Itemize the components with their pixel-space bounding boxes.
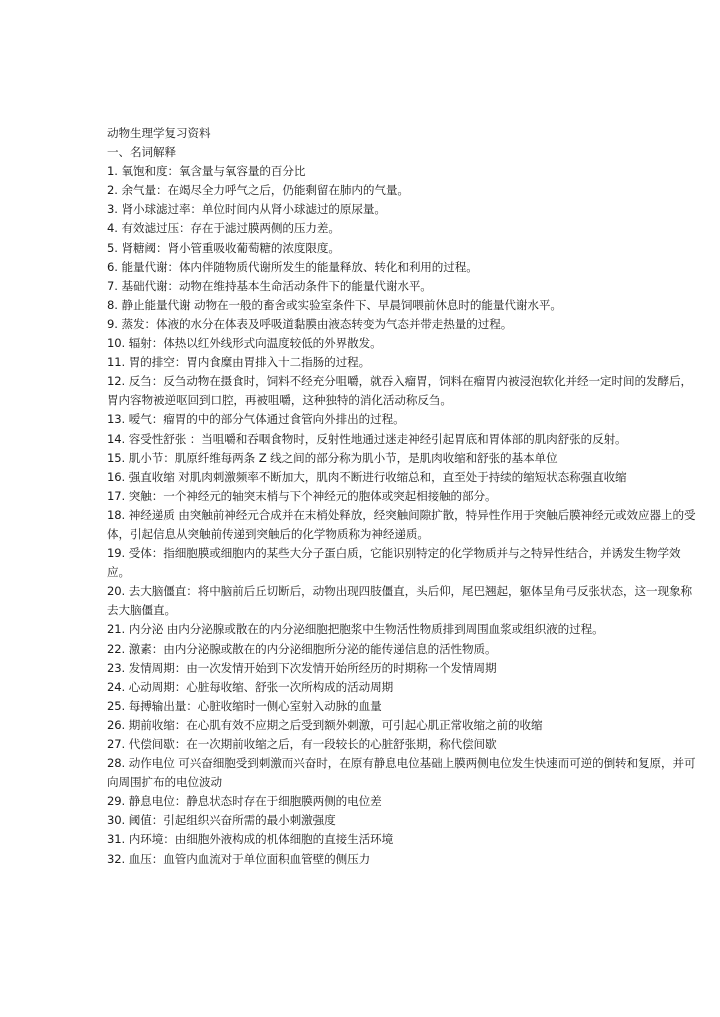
term-item bbox=[107, 219, 703, 238]
term-text: 反刍：反刍动物在摄食时，饲料不经充分咀嚼，就吞入瘤胃，饲料在瘤胃内被浸泡软化并经一定时间的发酵后，胃内容物被逆呕回到口腔，再被咀嚼，这种独特的消化活动称反刍。 bbox=[107, 374, 692, 408]
term-number: 32. bbox=[107, 851, 126, 866]
term-item bbox=[107, 162, 703, 181]
term-text: 氧饱和度：氧含量与氧容量的百分比 bbox=[121, 164, 306, 179]
term-text: 血压：血管内血流对于单位面积血管壁的侧压力 bbox=[128, 851, 371, 866]
term-item bbox=[107, 506, 703, 544]
term-text: 静止能量代谢 动物在一般的畜舍或实验室条件下、早晨饲喂前休息时的能量代谢水平。 bbox=[121, 297, 562, 312]
document-title: 动物生理学复习资料 bbox=[107, 126, 211, 140]
term-text: 有效滤过压：存在于滤过膜两侧的压力差。 bbox=[121, 221, 340, 236]
term-number: 22. bbox=[107, 641, 126, 656]
term-text: 阈值：引起组织兴奋所需的最小刺激强度 bbox=[128, 813, 336, 828]
document-page bbox=[107, 124, 703, 869]
term-item bbox=[107, 296, 703, 315]
term-list bbox=[107, 162, 703, 868]
term-number: 31. bbox=[107, 832, 126, 847]
term-item bbox=[107, 678, 703, 697]
term-text: 神经递质 由突触前神经元合成并在末梢处释放，经突触间隙扩散，特异性作用于突触后膜神经元或效应器上的受体，引起信息从突触前传递到突触后的化学物质称为神经递质。 bbox=[107, 507, 696, 541]
term-number: 6. bbox=[107, 259, 118, 274]
term-text: 激素：由内分泌腺或散在的内分泌细胞所分泌的能传递信息的活性物质。 bbox=[128, 641, 497, 656]
term-number: 21. bbox=[107, 622, 126, 637]
term-item bbox=[107, 410, 703, 429]
term-number: 27. bbox=[107, 737, 126, 751]
term-number: 30. bbox=[107, 813, 126, 828]
term-text: 静息电位：静息状态时存在于细胞膜两侧的电位差 bbox=[128, 794, 382, 809]
term-text: 内分泌 由内分泌腺或散在的内分泌细胞把胞浆中生物活性物质排到周围血浆或组织液的过程。 bbox=[128, 622, 604, 637]
term-number: 11. bbox=[107, 355, 126, 370]
term-text: 胃的排空：胃内食糜由胃排入十二指肠的过程。 bbox=[128, 355, 371, 370]
term-item bbox=[107, 830, 703, 849]
term-item bbox=[107, 582, 703, 620]
term-text: 辐射：体热以红外线形式向温度较低的外界散发。 bbox=[128, 336, 382, 351]
term-text: 肾小球滤过率：单位时间内从肾小球滤过的原尿量。 bbox=[121, 202, 386, 217]
term-number: 3. bbox=[107, 202, 118, 217]
term-item bbox=[107, 181, 703, 200]
term-text: 能量代谢：体内伴随物质代谢所发生的能量释放、转化和利用的过程。 bbox=[121, 259, 478, 274]
term-number: 14. bbox=[107, 431, 126, 446]
term-number: 20. bbox=[107, 584, 126, 599]
term-text: 发情周期：由一次发情开始到下次发情开始所经历的时期称一个发情周期 bbox=[128, 660, 497, 675]
term-number: 16. bbox=[107, 469, 126, 484]
term-item bbox=[107, 659, 703, 678]
term-text: 强直收缩 对肌肉刺激频率不断加大，肌肉不断进行收缩总和，直至处于持续的缩短状态称强直收缩 bbox=[128, 469, 627, 484]
section-heading: 一、名词解释 bbox=[107, 145, 176, 160]
term-item bbox=[107, 735, 703, 754]
term-item bbox=[107, 277, 703, 296]
term-item bbox=[107, 640, 703, 659]
term-number: 25. bbox=[107, 698, 126, 713]
term-item bbox=[107, 334, 703, 353]
term-number: 26. bbox=[107, 717, 126, 732]
term-text: 肾糖阈：肾小管重吸收葡萄糖的浓度限度。 bbox=[121, 240, 340, 255]
term-number: 2. bbox=[107, 183, 118, 198]
term-item bbox=[107, 372, 703, 410]
term-text: 期前收缩：在心肌有效不应期之后受到额外刺激，可引起心肌正常收缩之前的收缩 bbox=[128, 717, 543, 732]
term-item bbox=[107, 697, 703, 716]
term-number: 5. bbox=[107, 240, 118, 255]
term-number: 17. bbox=[107, 488, 126, 503]
term-number: 4. bbox=[107, 221, 118, 236]
term-text: 基础代谢：动物在维持基本生命活动条件下的能量代谢水平。 bbox=[121, 278, 432, 293]
term-item bbox=[107, 754, 703, 792]
term-text: 内环境：由细胞外液构成的机体细胞的直接生活环境 bbox=[128, 832, 394, 847]
term-item bbox=[107, 850, 703, 869]
term-text: 每搏输出量：心脏收缩时一侧心室射入动脉的血量 bbox=[128, 698, 382, 713]
term-text: 容受性舒张 ：当咀嚼和吞咽食物时，反射性地通过迷走神经引起胃底和胃体部的肌肉舒张的反射。 bbox=[128, 431, 627, 446]
term-number: 23. bbox=[107, 660, 126, 675]
term-text: 肌小节：肌原纤维每两条 Z 线之间的部分称为肌小节，是肌肉收缩和舒张的基本单位 bbox=[128, 450, 558, 465]
term-number: 1. bbox=[107, 164, 118, 179]
term-item bbox=[107, 620, 703, 639]
term-number: 10. bbox=[107, 336, 126, 351]
term-item bbox=[107, 811, 703, 830]
term-item bbox=[107, 315, 703, 334]
term-item bbox=[107, 200, 703, 219]
term-text: 突触：一个神经元的轴突末梢与下个神经元的胞体或突起相接触的部分。 bbox=[128, 488, 497, 503]
term-text: 余气量：在竭尽全力呼气之后，仍能剩留在肺内的气量。 bbox=[121, 183, 409, 198]
term-item bbox=[107, 353, 703, 372]
term-number: 9. bbox=[107, 316, 118, 331]
term-number: 19. bbox=[107, 546, 126, 561]
term-number: 24. bbox=[107, 679, 126, 694]
term-item bbox=[107, 449, 703, 468]
term-number: 12. bbox=[107, 374, 126, 389]
term-text: 心动周期：心脏每收缩、舒张一次所构成的活动周期 bbox=[128, 679, 394, 694]
term-number: 28. bbox=[107, 756, 126, 771]
term-text: 代偿间歇：在一次期前收缩之后，有一段较长的心脏舒张期，称代偿间歇 bbox=[128, 737, 497, 751]
term-item bbox=[107, 716, 703, 735]
term-number: 7. bbox=[107, 278, 118, 293]
term-item bbox=[107, 487, 703, 506]
term-number: 8. bbox=[107, 297, 118, 312]
term-item bbox=[107, 792, 703, 811]
term-item bbox=[107, 544, 703, 582]
term-item bbox=[107, 258, 703, 277]
term-number: 13. bbox=[107, 412, 126, 427]
term-number: 18. bbox=[107, 507, 126, 522]
term-number: 15. bbox=[107, 450, 126, 465]
term-number: 29. bbox=[107, 794, 126, 809]
term-item bbox=[107, 239, 703, 258]
term-text: 受体：指细胞膜或细胞内的某些大分子蛋白质，它能识别特定的化学物质并与之特异性结合，并诱发生物学效应。 bbox=[107, 546, 681, 580]
term-item bbox=[107, 430, 703, 449]
term-text: 嗳气：瘤胃的中的部分气体通过食管向外排出的过程。 bbox=[128, 412, 405, 427]
term-item bbox=[107, 468, 703, 487]
term-text: 动作电位 可兴奋细胞受到刺激而兴奋时，在原有静息电位基础上膜两侧电位发生快速而可逆的倒转和复原，并可向周围扩布的电位波动 bbox=[107, 756, 696, 790]
term-text: 去大脑僵直：将中脑前后丘切断后，动物出现四肢僵直，头后仰，尾巴翘起，躯体呈角弓反张状态，这一现象称去大脑僵直。 bbox=[107, 584, 692, 618]
term-text: 蒸发：体液的水分在体表及呼吸道黏膜由液态转变为气态并带走热量的过程。 bbox=[121, 316, 513, 331]
